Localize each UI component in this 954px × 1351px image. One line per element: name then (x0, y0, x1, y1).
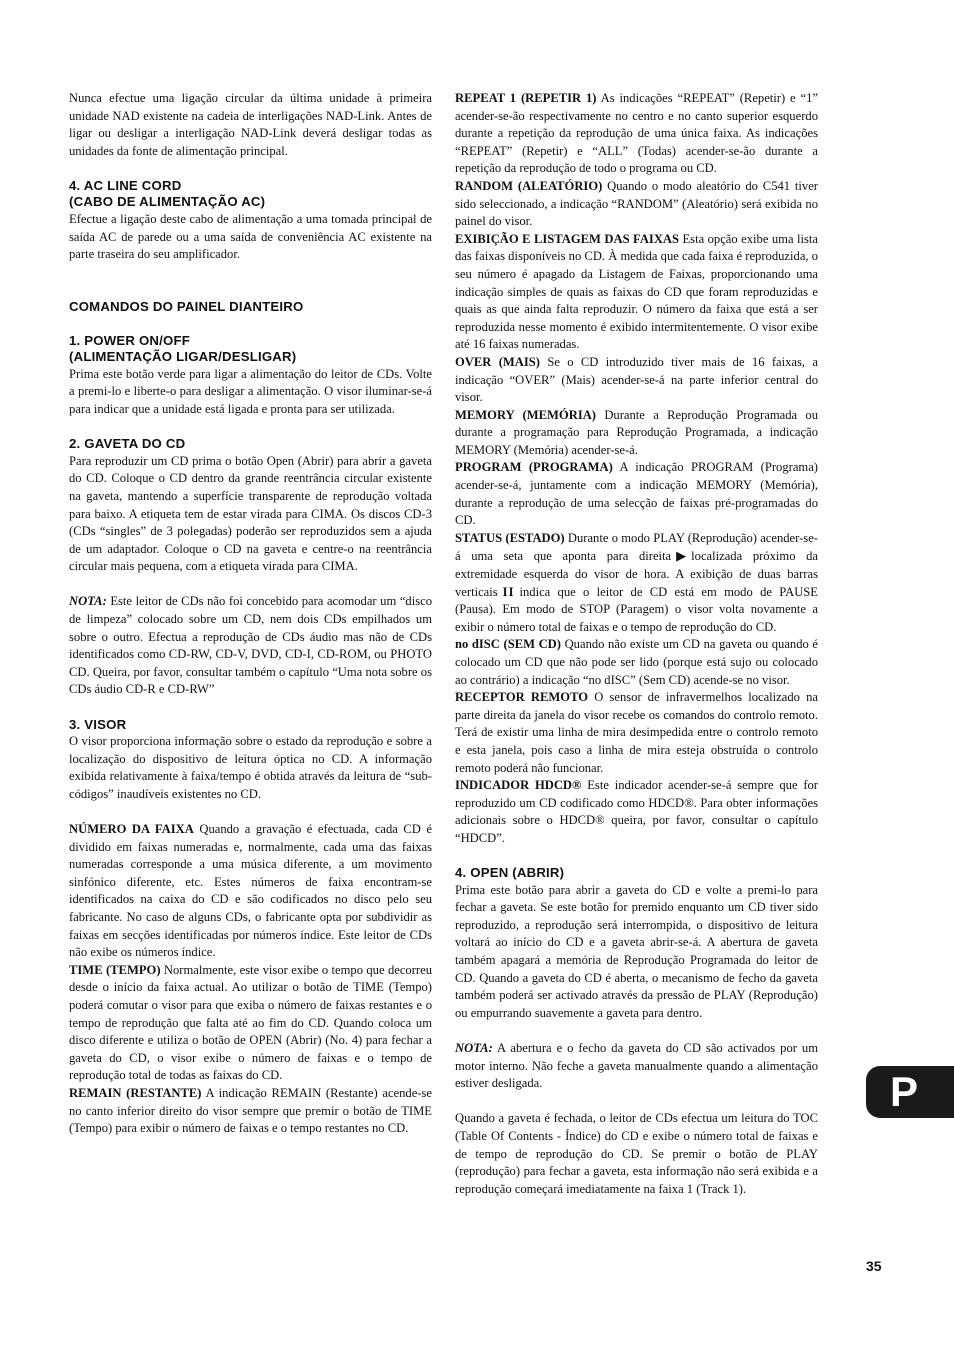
no-disc-paragraph (455, 636, 818, 689)
status-body-3: indica que o leitor de CD está em modo de PAUSE (Pausa). Em modo de STOP (Paragem) o visor volta novamente a exibir o número total de faixas e o tempo de reprodução do CD. (455, 584, 818, 634)
note-2-label: NOTA: (455, 1040, 493, 1055)
visor-body: O visor proporciona informação sobre o estado da reprodução e sobre a localização do dispositivo de leitura óptica no CD. A informação exibida relativamente à faixa/tempo é obtida através da leitura de “sub-códigos” inaudíveis existentes no CD. (69, 734, 432, 801)
repeat-paragraph (455, 90, 818, 178)
remain-body: A indicação REMAIN (Restante) acende-se no canto inferior direito do visor sempre que premir o botão de TIME (Tempo) para exibir o número de faixas e o tempo restantes no CD. (69, 1086, 432, 1136)
power-heading: 1. POWER ON/OFF (69, 332, 190, 348)
time-paragraph (69, 962, 432, 1085)
status-label: STATUS (ESTADO) (455, 530, 565, 545)
hdcd-label: INDICADOR HDCD® (455, 778, 582, 793)
page-number: 35 (866, 1258, 882, 1274)
over-body: Se o CD introduzido tiver mais de 16 faixas, a indicação “OVER” (Mais) acender-se-á na parte inferior central do visor. (455, 354, 818, 405)
left-column (69, 90, 432, 1138)
over-paragraph (455, 354, 818, 407)
ac-line-cord-heading: 4. AC LINE CORD (69, 177, 182, 193)
program-paragraph (455, 459, 818, 529)
open-body: Prima este botão para abrir a gaveta do CD e volte a premi-lo para fechar a gaveta. Se este botão for premido enquanto um CD tiver sido reproduzido, a reprodução será interrompida, o dispositivo de leitura voltará ao início do CD e a gaveta abrir-se-á. A abertura de gaveta também apagará a memória de Reprodução Programada do leitor de CD. Quando a gaveta do CD é aberta, o mecanismo de fecho da gaveta também poderá ser activado através da pressão de PLAY (Reprodução) ou empurrando suavemente a gaveta para dentro. (455, 882, 818, 1020)
over-label: OVER (MAIS) (455, 354, 540, 369)
hdcd-paragraph (455, 777, 818, 847)
receptor-label: RECEPTOR REMOTO (455, 690, 589, 705)
memory-body: Durante a Reprodução Programada ou durante a programação para Reprodução Programada, a indicação MEMORY (Memória) acender-se-á. (455, 407, 819, 457)
language-tab: P (866, 1066, 954, 1118)
front-panel-heading: COMANDOS DO PAINEL DIANTEIRO (69, 298, 304, 314)
repeat-label: REPEAT 1 (REPETIR 1) (455, 91, 597, 105)
random-label: RANDOM (ALEATÓRIO) (455, 178, 603, 193)
program-body: A indicação PROGRAM (Programa) acender-se-á, juntamente com a indicação MEMORY (Memória), durante a reprodução de uma selecção de faixas pré-programadas do CD. (455, 460, 818, 528)
note-1-body: Este leitor de CDs não foi concebido para acomodar um “disco de limpeza” colocado sobre um CD, nem dois CDs empilhados um sobre o outro. Efectua a reprodução de CDs áudio mas não de CDs identificados como CD-RW, CD-V, DVD, CD-I, CD-ROM, ou PHOTO CD. Queira, por favor, consultar também o capítulo “Uma nota sobre os CDs áudio CD-R e CD-RW” (69, 594, 432, 697)
hdcd-body: Este indicador acender-se-á sempre que for reproduzido um CD codificado como HDCD®. Para obter informações adicionais sobre o HDCD® queira, por favor, consultar o capítulo “HDCD”. (455, 778, 818, 845)
memory-paragraph (455, 407, 818, 460)
ac-line-cord-subheading: (CABO DE ALIMENTAÇÃO AC) (69, 194, 266, 210)
pause-bars-icon: II (502, 584, 515, 599)
time-body: Normalmente, este visor exibe o tempo que decorreu desde o início da faixa actual. Ao utilizar o botão de TIME (Tempo) poderá comutar o visor para que exiba o número de faixas restantes e o tempo de reprodução que falta até ao fim do CD. Quando coloca um disco diferente e utiliza o botão de OPEN (Abrir) (No. 4) para fechar a gaveta do CD, o visor exibe o número de faixas e o tempo de reprodução total de todas as faixas do CD. (69, 962, 432, 1083)
track-list-body: Esta opção exibe uma lista das faixas disponíveis no CD. À medida que cada faixa é reproduzida, o seu número é apagado da Listagem de Faixas, proporcionando uma indicação simples de quais as faixas do CD que foram reproduzidas e quais as que ainda falta reproduzir. O número da faixa que está a ser reproduzida nesse momento é exibido intermitentemente. O visor exibe até 16 faixas numeradas. (455, 231, 819, 352)
receptor-paragraph (455, 689, 818, 777)
receptor-body: O sensor de infravermelhos localizado na parte direita da janela do visor recebe os comandos do controlo remoto. Terá de existir uma linha de mira desimpedida entre o controlo remoto e esta janela, pois caso a linha de mira esteja obstruída o controlo remoto poderá não funcionar. (455, 690, 818, 775)
tray-body: Para reproduzir um CD prima o botão Open (Abrir) para abrir a gaveta do CD. Coloque o CD dentro da grande reentrância circular existente na gaveta, mantendo a superfície transparente de reprodução voltada para baixo. A etiqueta tem de estar virada para CIMA. Os discos CD-3 (CDs “singles” de 3 polegadas) poderão ser reproduzidos sem a ajuda de um adaptador. Coloque o CD na gaveta e centre-o na reentrância circular mais pequena, com a etiqueta virada para CIMA. (69, 453, 432, 574)
memory-label: MEMORY (MEMÓRIA) (455, 407, 597, 422)
status-paragraph (455, 530, 818, 637)
note-2-body: A abertura e o fecho da gaveta do CD são activados por um motor interno. Não feche a gaveta manualmente quando a alimentação estiver desligada. (455, 1040, 818, 1091)
note-1 (69, 593, 432, 699)
open-heading: 4. OPEN (ABRIR) (455, 865, 565, 881)
track-list-paragraph (455, 231, 818, 354)
status-body-1: Durante o modo PLAY (Reprodução) acender-se-á uma seta que aponta para direita (455, 530, 818, 564)
note-1-label: NOTA: (69, 594, 107, 609)
note-2 (455, 1040, 818, 1093)
remain-label: REMAIN (RESTANTE) (69, 1086, 202, 1100)
no-disc-body: Quando não existe um CD na gaveta ou quando é colocado um CD que não pode ser lido (porque está sujo ou colocado ao contrário) a indicação “no dISC” (Sem CD) acende-se no visor. (455, 637, 818, 687)
program-label: PROGRAM (PROGRAMA) (455, 460, 613, 475)
play-arrow-icon: ▶ (676, 548, 687, 564)
power-body: Prima este botão verde para ligar a alimentação do leitor de CDs. Volte a premi-lo e liberte-o para desligar a alimentação. O visor iluminar-se-á para indicar que a unidade está ligada e pronta para ser utilizada. (69, 366, 432, 417)
tray-heading: 2. GAVETA DO CD (69, 436, 186, 452)
status-body-2: localizada próximo da extremidade esquerda do visor de hora. A exibição de duas barras verticais (455, 549, 818, 599)
random-paragraph (455, 178, 818, 231)
power-subheading: (ALIMENTAÇÃO LIGAR/DESLIGAR) (69, 349, 297, 365)
track-number-paragraph (69, 821, 432, 962)
ac-line-cord-body: Efectue a ligação deste cabo de alimentação a uma tomada principal de saída AC de parede ou a uma saída de conveniência AC existente na parte traseira do seu amplificador. (69, 211, 432, 262)
track-list-label: EXIBIÇÃO E LISTAGEM DAS FAIXAS (455, 231, 680, 246)
remain-paragraph (69, 1085, 432, 1138)
random-body: Quando o modo aleatório do C541 tiver sido seleccionado, a indicação “RANDOM” (Aleatório) será exibida no painel do visor. (455, 178, 818, 229)
no-disc-label: no dISC (SEM CD) (455, 637, 561, 652)
visor-heading: 3. VISOR (69, 716, 127, 732)
track-number-label: NÚMERO DA FAIXA (69, 822, 194, 837)
intro-paragraph: Nunca efectue uma ligação circular da última unidade à primeira unidade NAD existente na cadeia de interligações NAD-Link. Antes de ligar ou desligar a interligação NAD-Link deverá desligar todas as unidades da fonte de alimentação principal. (69, 91, 432, 158)
closing-paragraph: Quando a gaveta é fechada, o leitor de CDs efectua um leitura do TOC (Table Of Contents - Índice) do CD e exibe o número total de faixas e de tempo de reprodução do CD. Se premir o botão de PLAY (reprodução) para fechar a gaveta, esta informação não será exibida e a reprodução começará imediatamente na faixa 1 (Track 1). (455, 1111, 818, 1196)
right-column (455, 90, 818, 1198)
track-number-body: Quando a gravação é efectuada, cada CD é dividido em faixas numeradas e, normalmente, cada uma das faixas numeradas corresponde a uma música diferente, a um movimento sinfónico diferente, etc. Estes números de faixa encontram-se identificados na caixa do CD e são codificados no disco pelo seu fabricante. No caso de alguns CDs, o fabricante opta por subdividir as faixas em secções identificadas por números índice. Este leitor de CDs não exibe os números índice. (69, 822, 432, 960)
repeat-body: As indicações “REPEAT” (Repetir) e “1” acender-se-ão respectivamente no centro e no canto superior esquerdo durante a repetição da reprodução de uma única faixa. As indicações “REPEAT” (Repetir) e “ALL” (Todas) acender-se-ão durante a repetição da reprodução de todo o programa ou CD. (455, 91, 818, 176)
time-label: TIME (TEMPO) (69, 962, 161, 977)
